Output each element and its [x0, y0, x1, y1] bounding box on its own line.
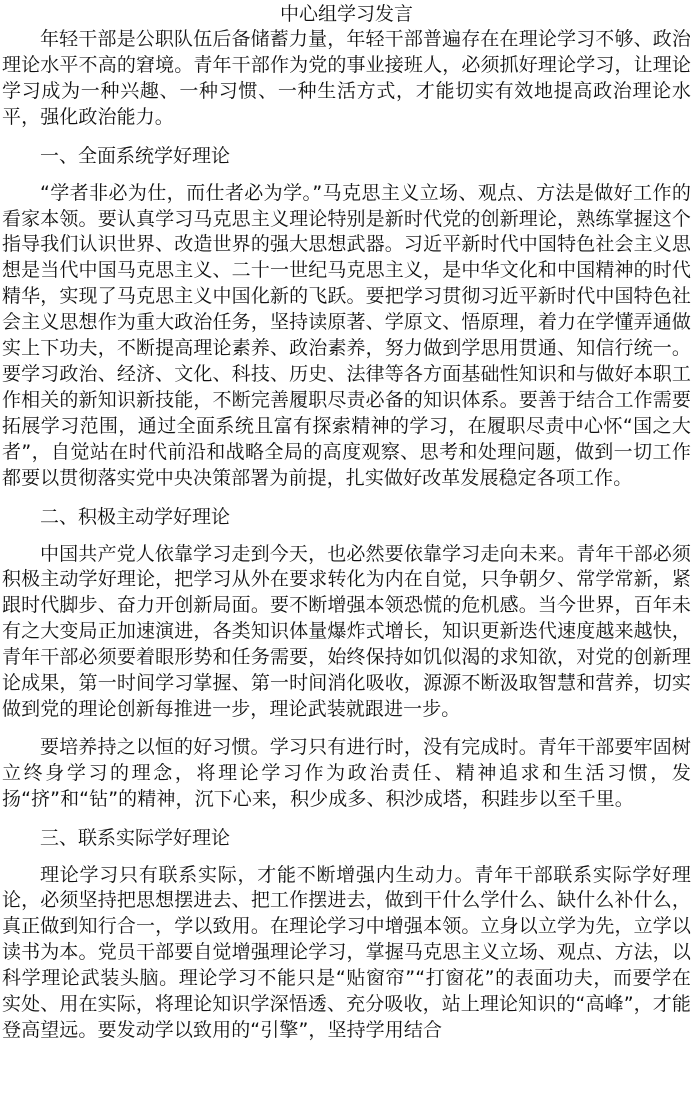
section-2-paragraph-2: 要培养持之以恒的好习惯。学习只有进行时，没有完成时。青年干部要牢固树立终身学习的理念，将理论学习作为政治责任、精神追求和生活习惯，发扬“挤”和“钻”的精神，沉下心来，积少成多、积沙成塔，积跬步以至千里。 [2, 735, 691, 810]
document-title: 中心组学习发言 [279, 3, 413, 25]
section-3-heading: 三、联系实际学好理论 [40, 826, 231, 849]
intro-paragraph: 年轻干部是公职队伍后备储蓄力量，年轻干部普遍存在在理论学习不够、政治理论水平不高的窘境。青年干部作为党的事业接班人，必须抓好理论学习，让理论学习成为一种兴趣、一种习惯、一种生活方式，才能切实有效地提高政治理论水平，强化政治能力。 [2, 28, 691, 128]
section-3-paragraph-1: 理论学习只有联系实际，才能不断增强内生动力。青年干部联系实际学好理论，必须坚持把思想摆进去、把工作摆进去，做到干什么学什么、缺什么补什么，真正做到知行合一，学以致用。在理论学习中增强本领。立身以立学为先，立学以读书为本。党员干部要自觉增强理论学习，掌握马克思主义立场、观点、方法，以科学理论武装头脑。理论学习不能只是“贴窗帘”“打窗花”的表面功夫，而要学在实处、用在实际，将理论知识学深悟透、充分吸收，站上理论知识的“高峰”，才能登高望远。要发动学以致用的“引擎”，坚持学用结合 [2, 863, 691, 1041]
section-1-paragraph-1: “学者非必为仕，而仕者必为学。”马克思主义立场、观点、方法是做好工作的看家本领。要认真学习马克思主义理论特别是新时代党的创新理论，熟练掌握这个指导我们认识世界、改造世界的强大思想武器。习近平新时代中国特色社会主义思想是当代中国马克思主义、二十一世纪马克思主义，是中华文化和中国精神的时代精华，实现了马克思主义中国化新的飞跃。要把学习贯彻习近平新时代中国特色社会主义思想作为重大政治任务，坚持读原著、学原文、悟原理，着力在学懂弄通做实上下功夫，不断提高理论素养、政治素养，努力做到学思用贯通、知信行统一。要学习政治、经济、文化、科技、历史、法律等各方面基础性知识和与做好本职工作相关的新知识新技能，不断完善履职尽责必备的知识体系。要善于结合工作需要拓展学习范围，通过全面系统且富有探索精神的学习，在履职尽责中心怀“国之大者”，自觉站在时代前沿和战略全局的高度观察、思考和处理问题，做到一切工作都要以贯彻落实党中央决策部署为前提，扎实做好改革发展稳定各项工作。 [2, 181, 691, 489]
section-2-paragraph-1: 中国共产党人依靠学习走到今天，也必然要依靠学习走向未来。青年干部必须积极主动学好理论，把学习从外在要求转化为内在自觉，只争朝夕、常学常新，紧跟时代脚步、奋力开创新局面。要不断增强本领恐慌的危机感。当今世界，百年未有之大变局正加速演进，各类知识体量爆炸式增长，知识更新迭代速度越来越快，青年干部必须要着眼形势和任务需要，始终保持如饥似渴的求知欲，对党的创新理论成果，第一时间学习掌握、第一时间消化吸收，源源不断汲取智慧和营养，切实做到党的理论创新每推进一步，理论武装就跟进一步。 [2, 542, 691, 720]
section-1-heading: 一、全面系统学好理论 [40, 144, 231, 167]
section-2-heading: 二、积极主动学好理论 [40, 505, 231, 528]
